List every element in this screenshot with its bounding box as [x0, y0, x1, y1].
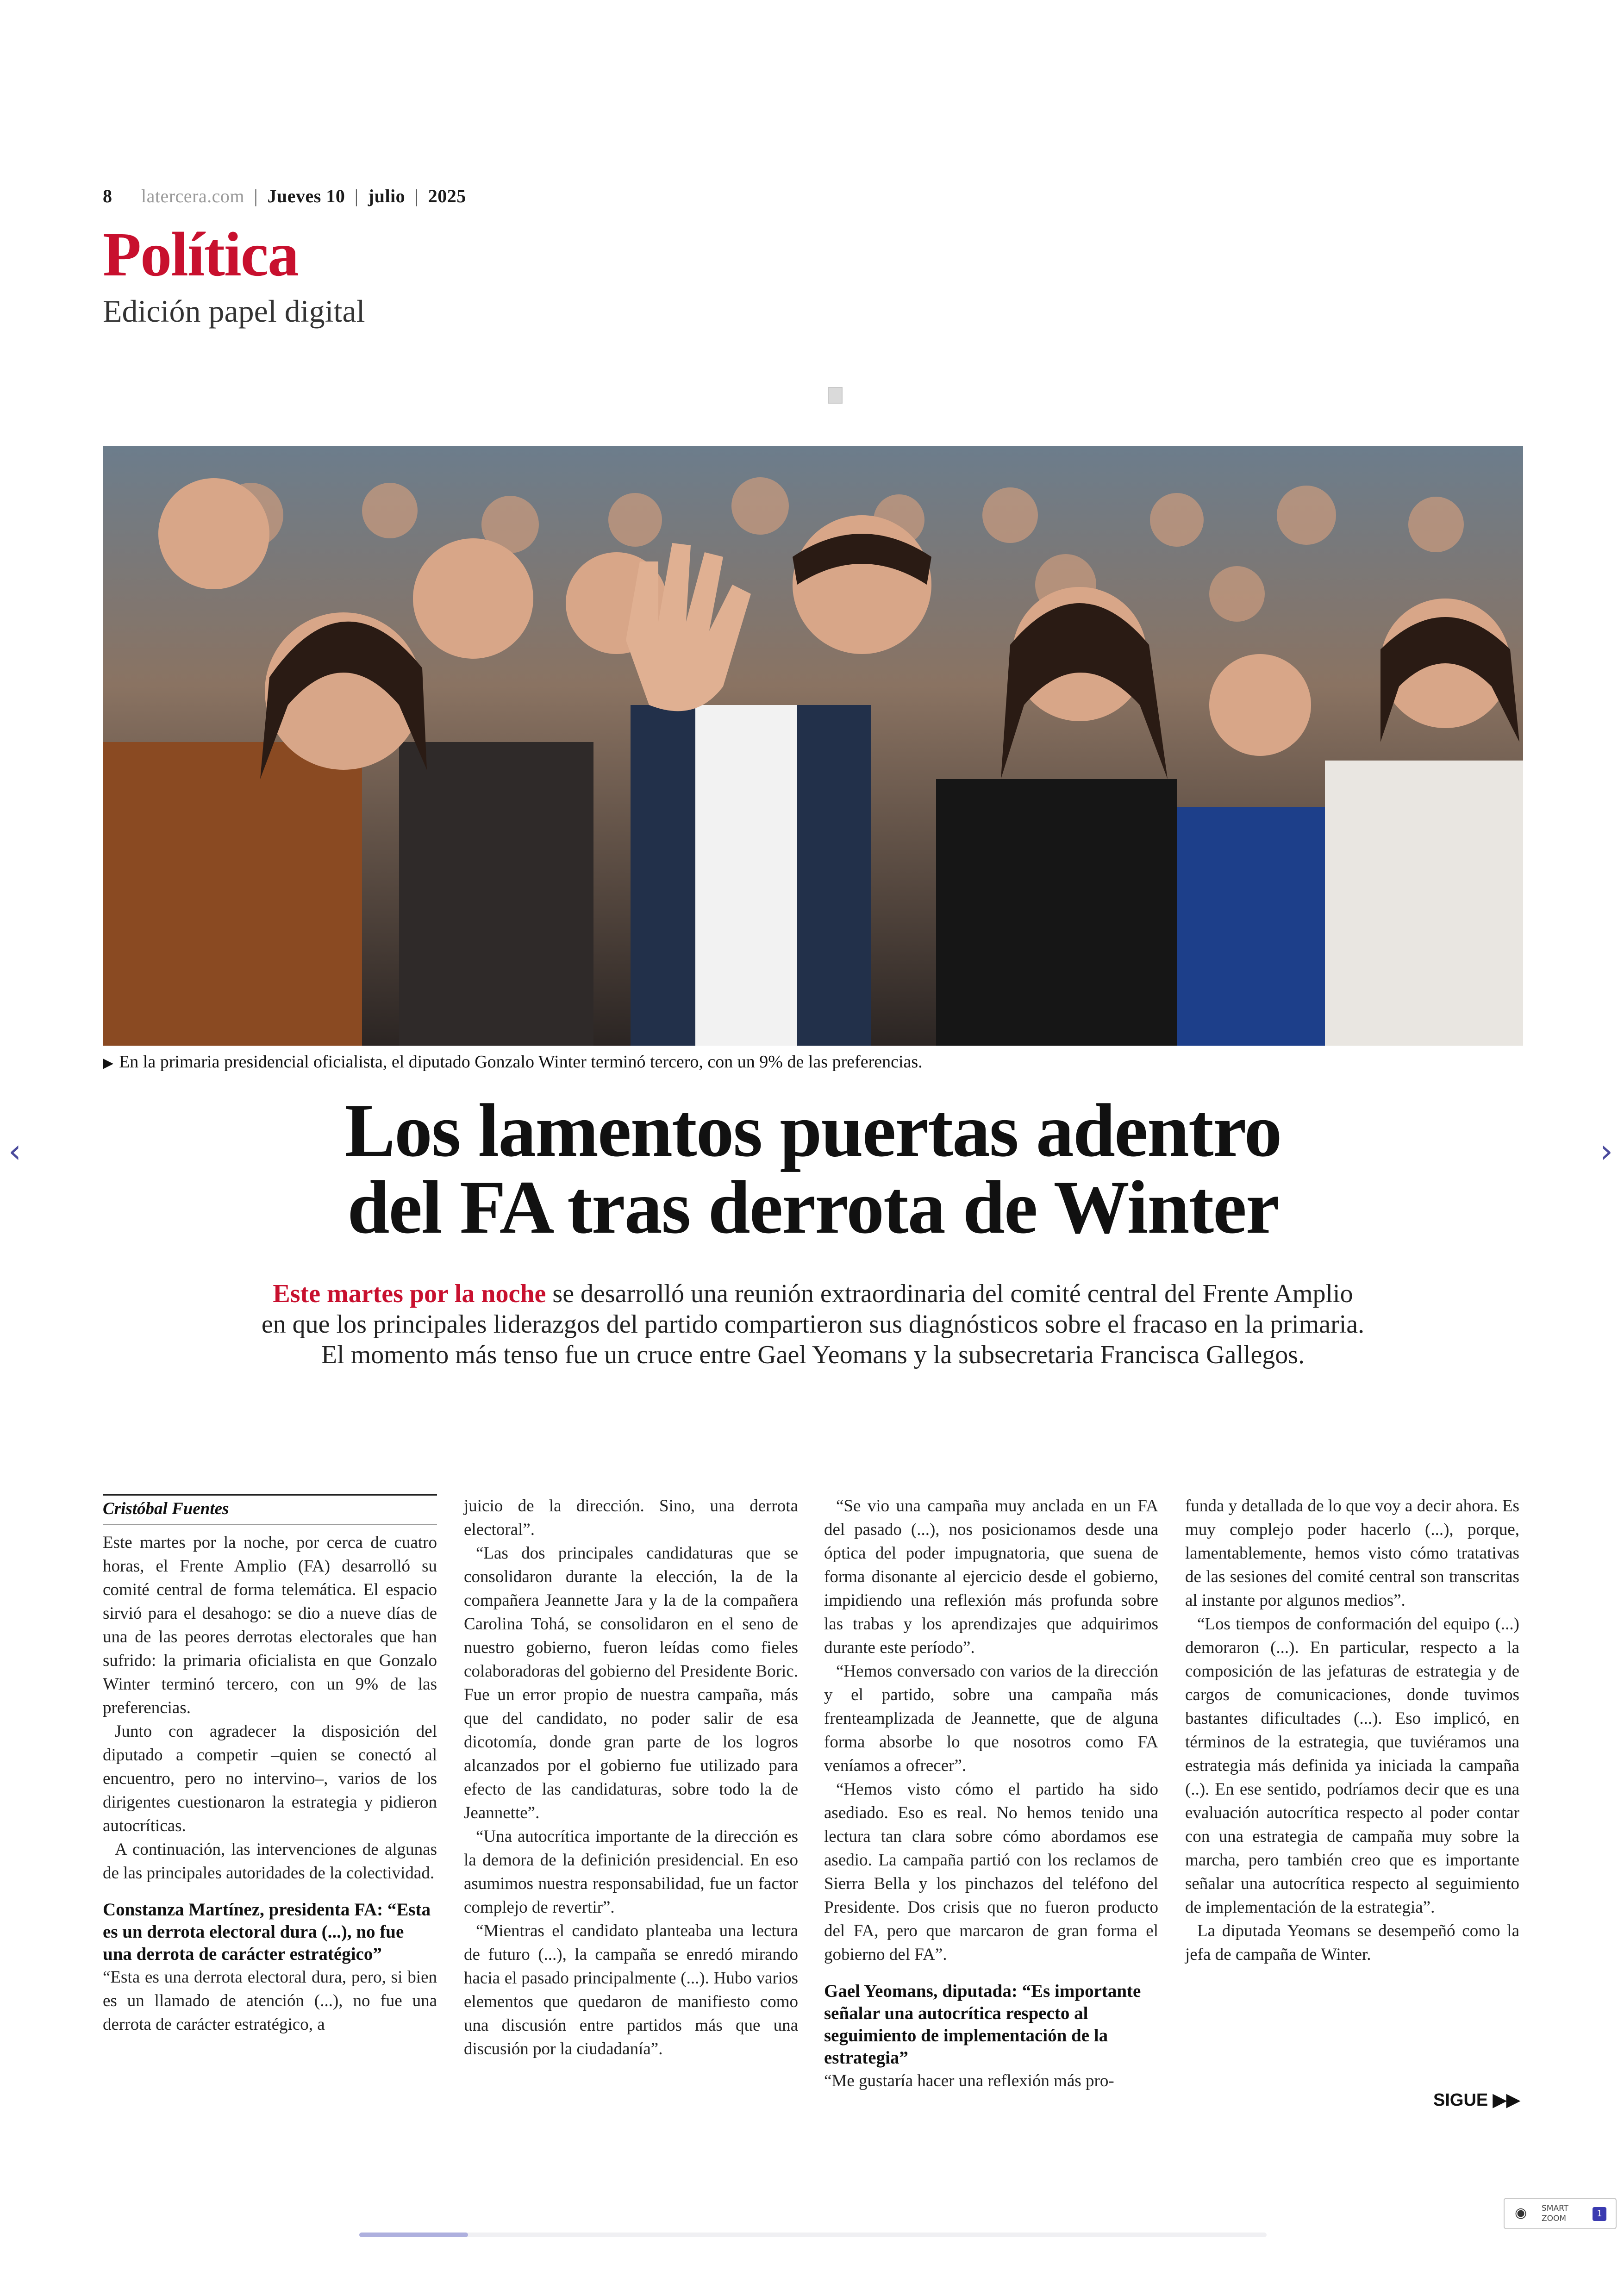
- subhead-yeomans: Gael Yeomans, diputada: “Es importante señalar una autocrítica respecto al seguimiento de implementación de la estrategia”: [824, 1981, 1141, 2068]
- paragraph: “Hemos visto cómo el partido ha sido asediado. Eso es real. No hemos tenido una lectura tan clara sobre cómo abordamos ese asedio. La campaña partió con los reclamos de Sierra Bella y los pinchazos del teléfono del Presidente. Dos crisis que no fueron producto del FA, pero que marcaron de gran forma el gobierno del FA”.: [824, 1780, 1158, 1964]
- paragraph: La diputada Yeomans se desempeñó como la jefa de campaña de Winter.: [1185, 1921, 1519, 1964]
- article-column-4: [1185, 1494, 1519, 1966]
- double-arrow-icon: ▶▶: [1488, 2090, 1520, 2110]
- smart-zoom-count: 1: [1593, 2207, 1606, 2221]
- edition-subtitle: Edición papel digital: [103, 293, 365, 329]
- paragraph: “Me gustaría hacer una reflexión más pro-: [824, 2071, 1114, 2090]
- paragraph: “Esta es una derrota electoral dura, pero, si bien es un llamado de atención (...), no fue una derrota de carácter estratégico, a: [103, 1968, 437, 2034]
- smart-zoom-label: SMART ZOOM: [1542, 2204, 1569, 2223]
- lede-highlight: Este martes por la noche: [273, 1279, 546, 1308]
- lead-photo: [103, 446, 1523, 1046]
- date-day: Jueves 10: [267, 186, 345, 206]
- paragraph: “Mientras el candidato planteaba una lectura de futuro (...), la campaña se enredó mirando hacia el pasado principalmente (...). Hubo varios elementos que quedaron de manifiesto como una discusión entre partidos más que una discusión por la ciudadanía”.: [464, 1921, 798, 2058]
- page-number: 8: [103, 186, 112, 206]
- paragraph: “Los tiempos de conformación del equipo (...) demoraron (...). En particular, respecto a la composición de las jefaturas de estrategia y de cargos de comunicaciones, donde tuvimos bastantes dificultades (...). Eso implicó, en términos de la estrategia, que tuviéramos una estrategia más definida ya iniciada la campaña (..). En ese sentido, podríamos decir que es una evaluación autocrítica respecto al poder contar con una estrategia de campaña muy sobre la marcha, pero también creo que es importante señalar una autocrítica respecto al seguimiento de implementación de la estrategia”.: [1185, 1615, 1519, 1917]
- eye-icon: ◉: [1515, 2205, 1527, 2221]
- headline-line-1: Los lamentos puertas adentro: [344, 1089, 1281, 1172]
- caption-arrow-icon: ▶: [103, 1055, 114, 1071]
- date-year: 2025: [428, 186, 466, 206]
- chevron-left-icon[interactable]: ‹: [8, 1132, 21, 1170]
- paragraph: “Las dos principales candidaturas que se consolidaron durante la elección, la de la compañera Jeannette Jara y la de la compañera Carolina Tohá, se consolidaron en el seno de nuestro gobierno, fueron leídas como fieles colaboradoras del gobierno del Presidente Boric. Fue un error propio de nuestra campaña, más que del candidato, no poder salir de esa dicotomía, donde gran parte de los logros alcanzados por el gobierno fue utilizado para efecto de las candidaturas, sobre todo la de Jeannette”.: [464, 1544, 798, 1822]
- article-column-1: [103, 1494, 437, 2036]
- headline-line-2: del FA tras derrota de Winter: [347, 1166, 1279, 1249]
- paragraph: Junto con agradecer la disposición del diputado a competir –quien se conectó al encuentro, pero no intervino–, varios de los dirigentes cuestionaron la estrategia y pidieron autocríticas.: [103, 1722, 437, 1835]
- byline: Cristóbal Fuentes: [103, 1494, 437, 1525]
- lede-line-2: en que los principales liderazgos del partido compartieron sus diagnósticos sobre el fracaso en la primaria.: [261, 1310, 1365, 1339]
- article-column-3: [824, 1494, 1158, 2093]
- paragraph: “Se vio una campaña muy anclada en un FA del pasado (...), nos posicionamos desde una óptica del poder impugnatoria, que suena de forma disonante al ejercicio desde el gobierno, impidiendo una reflexión más profunda sobre las trabas y los aprendizajes que adquirimos durante este período”.: [824, 1497, 1158, 1657]
- photo-caption: ▶ En la primaria presidencial oficialista, el diputado Gonzalo Winter terminó tercero, con un 9% de las preferencias.: [103, 1052, 923, 1072]
- article-column-2: [464, 1494, 798, 2061]
- progress-fill: [359, 2233, 468, 2237]
- paragraph: “Una autocrítica importante de la dirección es la demora de la definición presidencial. En eso asumimos nuestra responsabilidad, fue un factor complejo de revertir”.: [464, 1827, 798, 1917]
- article-headline: [103, 1089, 1523, 1249]
- paragraph: Este martes por la noche, por cerca de cuatro horas, el Frente Amplio (FA) desarrolló su comité central de forma telemática. El espacio sirvió para el desahogo: se dio a nueve días de una de las peores derrotas electorales que han sufrido: la primaria oficialista en que Gonzalo Winter terminó tercero, con un 9% de las preferencias.: [103, 1533, 437, 1717]
- lede-line-1: se desarrolló una reunión extraordinaria del comité central del Frente Amplio: [546, 1279, 1353, 1308]
- lede-line-3: El momento más tenso fue un cruce entre Gael Yeomans y la subsecretaria Francisca Gallegos.: [321, 1341, 1305, 1369]
- paragraph: A continuación, las intervenciones de algunas de las principales autoridades de la colectividad.: [103, 1840, 437, 1883]
- paragraph: “Hemos conversado con varios de la dirección y el partido, sobre una campaña más frenteamplizada de Jeannette, que de alguna forma absorbe lo que nosotros como FA veníamos a ofrecer”.: [824, 1662, 1158, 1775]
- page-progress-bar[interactable]: [359, 2233, 1267, 2237]
- paragraph: funda y detallada de lo que voy a decir ahora. Es muy complejo poder hacerlo (...), porque, lamentablemente, hemos visto cómo tratativas de las sesiones del comité central son transcritas al instante por algunos medios”.: [1185, 1497, 1519, 1610]
- section-title: Política: [103, 220, 299, 289]
- date-month: julio: [368, 186, 406, 206]
- chevron-right-icon[interactable]: ›: [1600, 1132, 1613, 1170]
- page-folio: 8 latercera.com | Jueves 10 | julio | 2025: [103, 186, 466, 206]
- article-lede: [103, 1278, 1523, 1370]
- crowd-photo-illustration: [103, 446, 1523, 1046]
- subhead-martinez: Constanza Martínez, presidenta FA: “Esta es un derrota electoral dura (...), no fue una derrota de carácter estratégico”: [103, 1900, 431, 1964]
- site-name: latercera.com: [141, 186, 245, 206]
- smart-zoom-button[interactable]: [1504, 2198, 1617, 2229]
- continue-label[interactable]: SIGUE ▶▶: [1433, 2090, 1520, 2110]
- ad-marker-icon: [828, 387, 843, 404]
- paragraph: juicio de la dirección. Sino, una derrota electoral”.: [464, 1497, 798, 1539]
